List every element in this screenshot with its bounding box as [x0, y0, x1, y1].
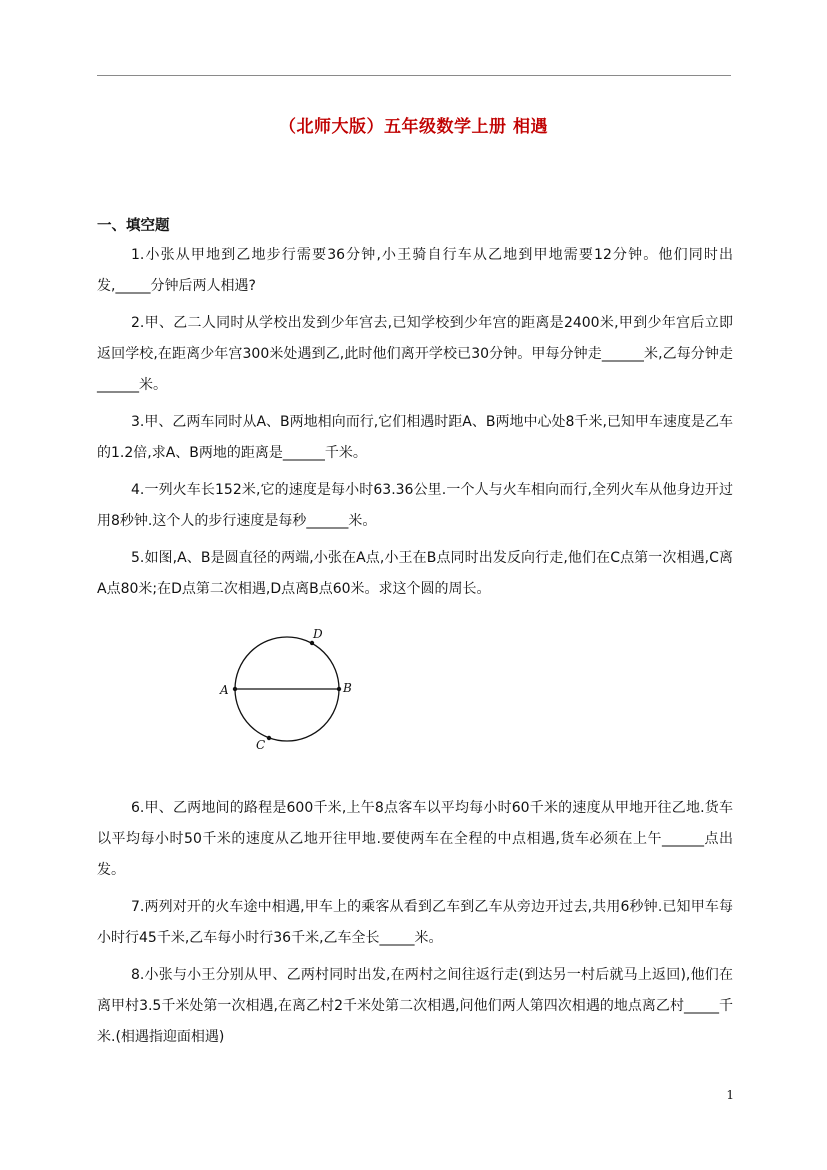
- problem-1: 1.小张从甲地到乙地步行需要36分钟,小王骑自行车从乙地到甲地需要12分钟。他们同时出发,_____分钟后两人相遇?: [97, 247, 733, 294]
- circle-diagram: [210, 622, 360, 756]
- problem-6: 6.甲、乙两地间的路程是600千米,上午8点客车以平均每小时60千米的速度从甲地开往乙地.货车以平均每小时50千米的速度从乙地开往甲地.要使两车在全程的中点相遇,货车必须在上午______点出发。: [97, 800, 733, 878]
- page-number: 1: [726, 1088, 734, 1102]
- point-b-dot: [337, 687, 341, 691]
- point-c-dot: [267, 736, 271, 740]
- header-rule: [97, 75, 731, 76]
- document-title: （北师大版）五年级数学上册 相遇: [279, 117, 548, 137]
- problem-5: 5.如图,A、B是圆直径的两端,小张在A点,小王在B点同时出发反向行走,他们在C点第一次相遇,C离A点80米;在D点第二次相遇,D点离B点60米。求这个圆的周长。: [97, 550, 733, 597]
- label-a: A: [220, 683, 229, 697]
- circle-diagram-svg: [210, 622, 360, 756]
- point-d-dot: [310, 641, 314, 645]
- point-a-dot: [233, 687, 237, 691]
- problem-8: 8.小张与小王分别从甲、乙两村同时出发,在两村之间往返行走(到达另一村后就马上返回),他们在离甲村3.5千米处第一次相遇,在离乙村2千米处第二次相遇,问他们两人第四次相遇的地点离乙村_____千米.(相遇指迎面相遇): [97, 967, 733, 1045]
- problem-2: 2.甲、乙二人同时从学校出发到少年宫去,已知学校到少年宫的距离是2400米,甲到少年宫后立即返回学校,在距离少年宫300米处遇到乙,此时他们离开学校已30分钟。甲每分钟走______米,乙每分钟走______米。: [97, 315, 733, 393]
- problem-7: 7.两列对开的火车途中相遇,甲车上的乘客从看到乙车到乙车从旁边开过去,共用6秒钟.已知甲车每小时行45千米,乙车每小时行36千米,乙车全长_____米。: [97, 899, 733, 946]
- label-d: D: [313, 627, 323, 641]
- problem-3: 3.甲、乙两车同时从A、B两地相向而行,它们相遇时距A、B两地中心处8千米,已知甲车速度是乙车的1.2倍,求A、B两地的距离是______千米。: [97, 414, 733, 461]
- problem-4: 4.一列火车长152米,它的速度是每小时63.36公里.一个人与火车相向而行,全列火车从他身边开过用8秒钟.这个人的步行速度是每秒______米。: [97, 482, 733, 529]
- section-heading: 一、填空题: [97, 218, 170, 234]
- label-b: B: [343, 681, 352, 695]
- label-c: C: [256, 738, 266, 752]
- problem-list: [97, 240, 733, 1059]
